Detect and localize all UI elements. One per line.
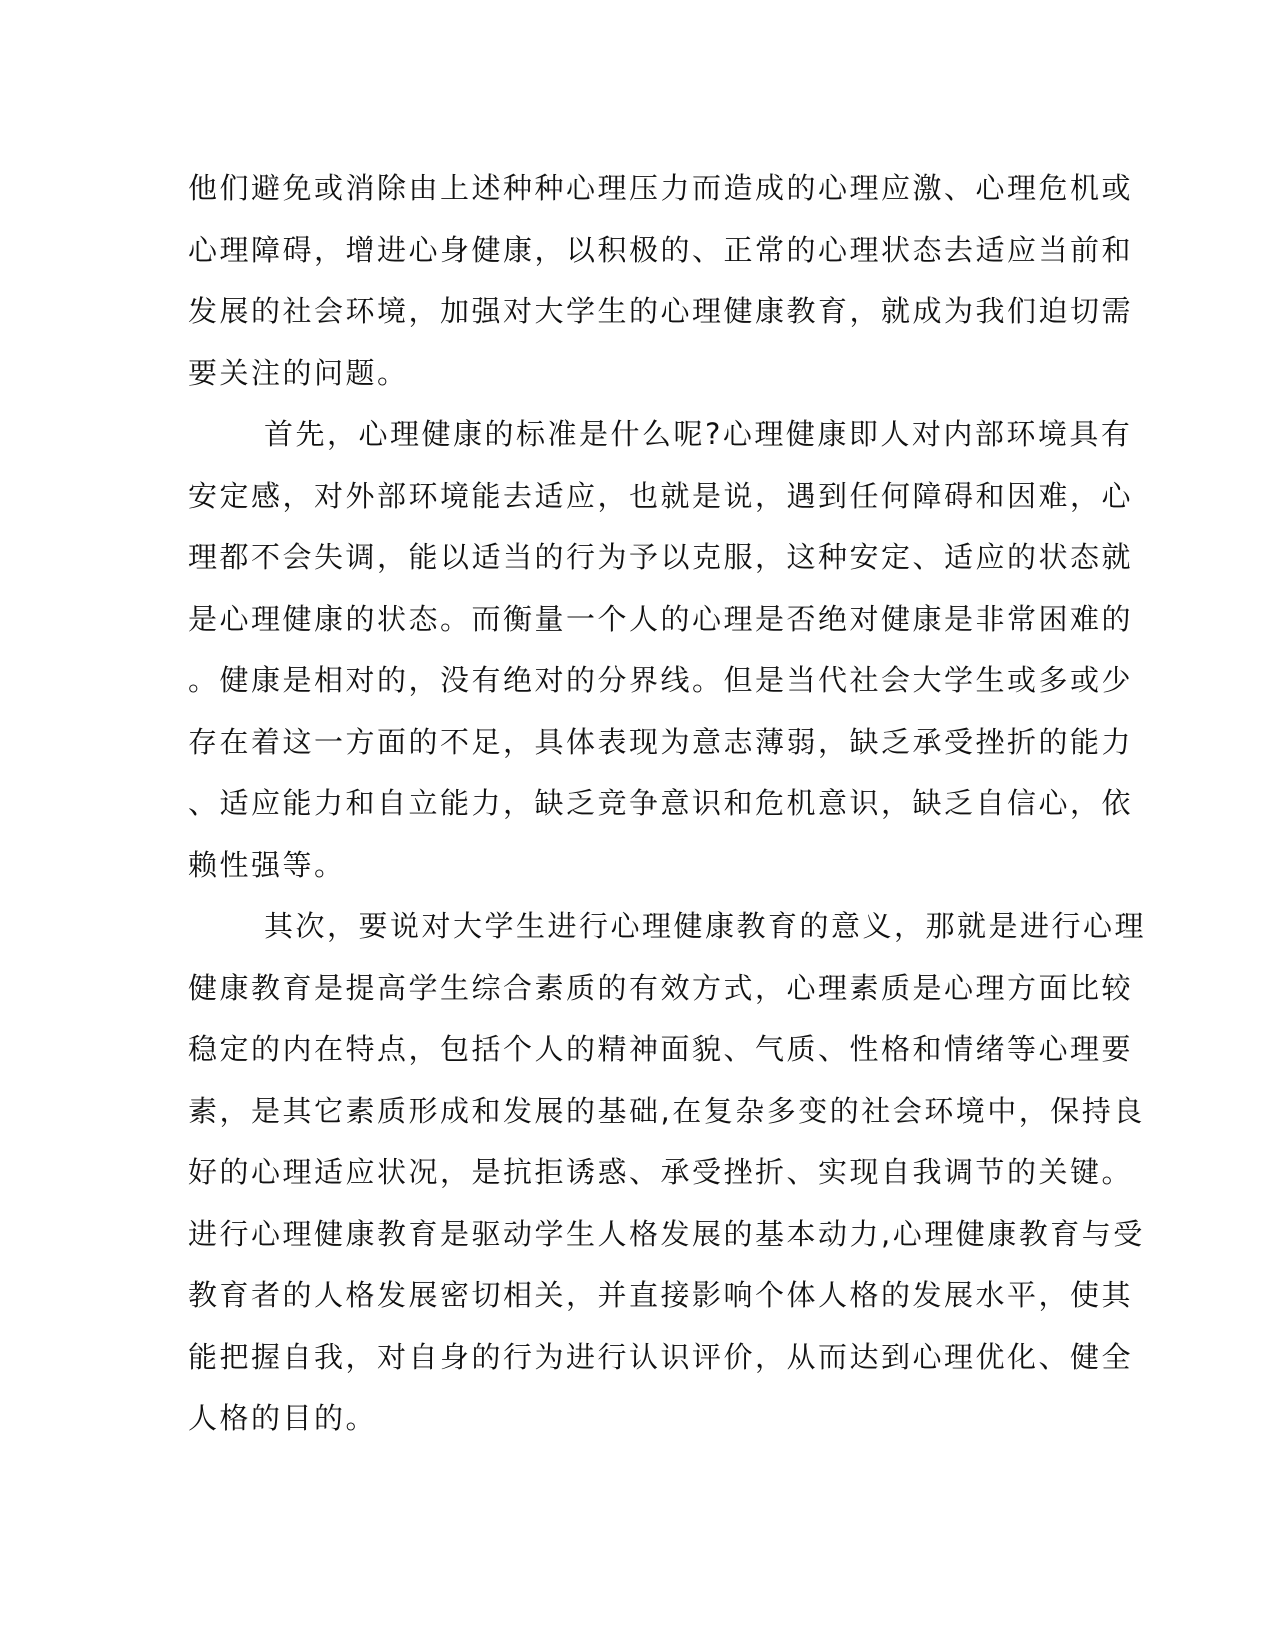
text-line: 是心理健康的状态。而衡量一个人的心理是否绝对健康是非常困难的 [188, 601, 1134, 636]
text-line: 能把握自我，对自身的行为进行认识评价，从而达到心理优化、健全 [188, 1339, 1134, 1374]
text-line: 他们避免或消除由上述种种心理压力而造成的心理应激、心理危机或 [188, 171, 1134, 205]
text-line: 心理障碍，增进心身健康，以积极的、正常的心理状态去适应当前和 [188, 232, 1134, 267]
text-line: 人格的目的。 [188, 1401, 378, 1435]
text-line: 要关注的问题。 [188, 355, 409, 390]
text-line: 发展的社会环境，加强对大学生的心理健康教育，就成为我们迫切需 [188, 294, 1134, 328]
text-line: 素，是其它素质形成和发展的基础,在复杂多变的社会环境中，保持良 [188, 1093, 1145, 1128]
text-line: 教育者的人格发展密切相关，并直接影响个体人格的发展水平，使其 [188, 1278, 1134, 1312]
text-line: 理都不会失调，能以适当的行为予以克服，这种安定、适应的状态就 [188, 540, 1134, 574]
text-line: 存在着这一方面的不足，具体表现为意志薄弱，缺乏承受挫折的能力 [188, 724, 1134, 759]
paragraph-first-line: 其次，要说对大学生进行心理健康教育的意义，那就是进行心理 [264, 909, 1147, 943]
text-line: 健康教育是提高学生综合素质的有效方式，心理素质是心理方面比较 [188, 970, 1134, 1005]
text-line: 进行心理健康教育是驱动学生人格发展的基本动力,心理健康教育与受 [188, 1216, 1145, 1251]
text-line: 。健康是相对的，没有绝对的分界线。但是当代社会大学生或多或少 [188, 663, 1134, 697]
text-line: 好的心理适应状况，是抗拒诱惑、承受挫折、实现自我调节的关键。 [188, 1155, 1134, 1189]
text-line: 稳定的内在特点，包括个人的精神面貌、气质、性格和情绪等心理要 [188, 1032, 1134, 1066]
paragraph-first-line: 首先，心理健康的标准是什么呢?心理健康即人对内部环境具有 [264, 417, 1133, 451]
text-line: 安定感，对外部环境能去适应，也就是说，遇到任何障碍和因难，心 [188, 478, 1134, 513]
body-text [188, 158, 1147, 1450]
text-line: 、适应能力和自立能力，缺乏竞争意识和危机意识，缺乏自信心，依 [188, 786, 1134, 820]
text-line: 赖性强等。 [188, 847, 346, 882]
